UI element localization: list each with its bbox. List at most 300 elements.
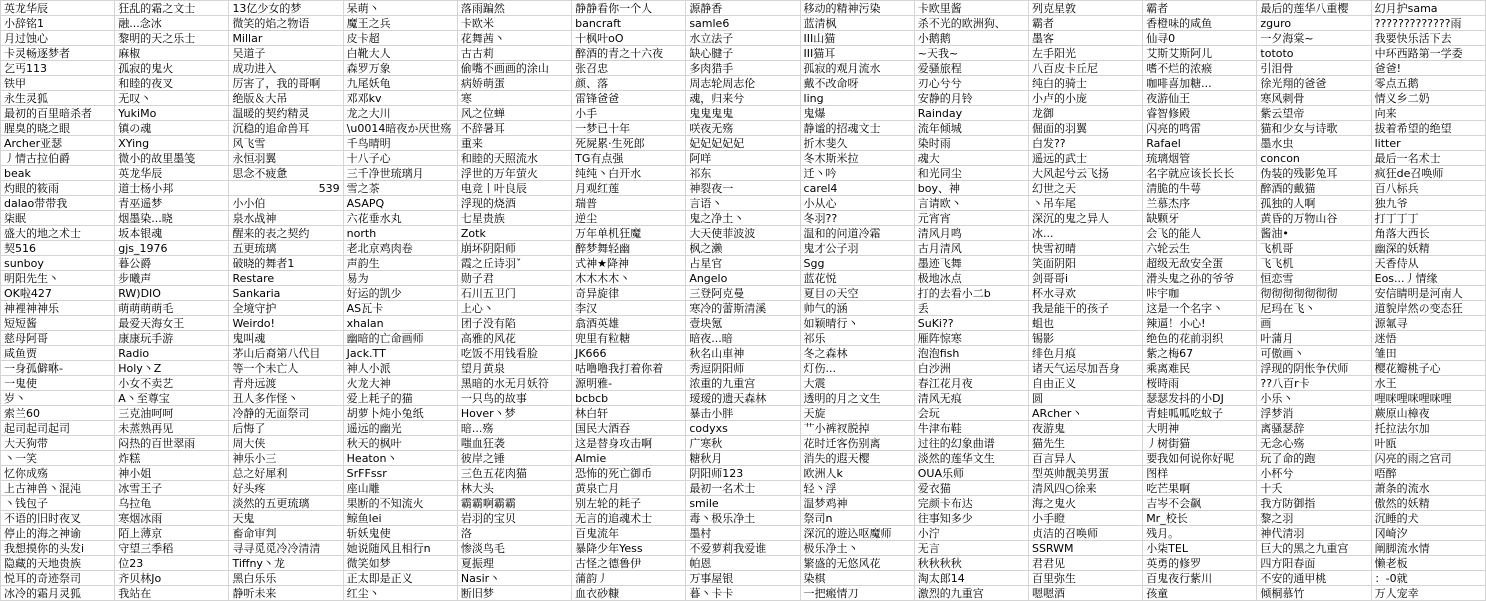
grid-cell[interactable]: 花时迁客伤别离 bbox=[800, 436, 914, 451]
grid-cell[interactable]: 吉岑不会飙 bbox=[1143, 496, 1257, 511]
grid-cell[interactable]: gjs_1976 bbox=[115, 241, 229, 256]
grid-cell[interactable]: 慈母阿哥 bbox=[1, 331, 115, 346]
grid-cell[interactable]: 墨迹飞舞 bbox=[914, 256, 1028, 271]
grid-cell[interactable]: 三克油呵呵 bbox=[115, 406, 229, 421]
grid-cell[interactable]: xhalan bbox=[343, 316, 457, 331]
grid-cell[interactable]: 图样 bbox=[1143, 466, 1257, 481]
grid-cell[interactable]: 厉害了，我的哥啊 bbox=[229, 76, 343, 91]
grid-cell[interactable]: 倾桐慕竹 bbox=[1257, 586, 1371, 601]
grid-cell[interactable]: 麻椒 bbox=[115, 46, 229, 61]
grid-cell[interactable]: 无叹丶 bbox=[115, 91, 229, 106]
grid-cell[interactable]: 闪亮的雨之宫司 bbox=[1371, 451, 1485, 466]
grid-cell[interactable]: 上古神兽丶混沌 bbox=[1, 481, 115, 496]
grid-cell[interactable]: 契516 bbox=[1, 241, 115, 256]
grid-cell[interactable]: 玩了命的跑 bbox=[1257, 451, 1371, 466]
grid-cell[interactable]: 青舟远渡 bbox=[229, 376, 343, 391]
grid-cell[interactable]: 电竞丨叶良辰 bbox=[457, 181, 571, 196]
grid-cell[interactable]: 兜里有粒糖 bbox=[572, 331, 686, 346]
grid-cell[interactable]: 天香侍从 bbox=[1371, 256, 1485, 271]
grid-cell[interactable]: 冈崎汐 bbox=[1371, 526, 1485, 541]
grid-cell[interactable]: 融...念冰 bbox=[115, 16, 229, 31]
grid-cell[interactable]: 绝色的花前羽织 bbox=[1143, 331, 1257, 346]
grid-cell[interactable]: 无言 bbox=[914, 541, 1028, 556]
grid-cell[interactable]: 我站在 bbox=[115, 586, 229, 601]
grid-cell[interactable]: 雪之茶 bbox=[343, 181, 457, 196]
grid-cell[interactable]: 醉酒的戴猫 bbox=[1257, 181, 1371, 196]
grid-cell[interactable]: 神代清羽 bbox=[1257, 526, 1371, 541]
grid-cell[interactable]: 森罗万象 bbox=[343, 61, 457, 76]
grid-cell[interactable]: 离骚瑟辞 bbox=[1257, 421, 1371, 436]
grid-cell[interactable]: 鬼之净土丶 bbox=[686, 211, 800, 226]
grid-cell[interactable]: 和光同尘 bbox=[914, 166, 1028, 181]
grid-cell[interactable]: 夜游仙王 bbox=[1143, 91, 1257, 106]
grid-cell[interactable]: 康康玩手游 bbox=[115, 331, 229, 346]
grid-cell[interactable]: 木木木木丶 bbox=[572, 271, 686, 286]
grid-cell[interactable]: north bbox=[343, 226, 457, 241]
grid-cell[interactable]: Radio bbox=[115, 346, 229, 361]
grid-cell[interactable]: 名字就应该长长长 bbox=[1143, 166, 1257, 181]
grid-cell[interactable]: 蕨原山樟夜 bbox=[1371, 406, 1485, 421]
grid-cell[interactable]: 叶蒲月 bbox=[1257, 331, 1371, 346]
grid-cell[interactable]: 泡泡fish bbox=[914, 346, 1028, 361]
grid-cell[interactable]: 后悔了 bbox=[229, 421, 343, 436]
grid-cell[interactable]: ASAPQ bbox=[343, 196, 457, 211]
grid-cell[interactable]: 幻世之天 bbox=[1028, 181, 1142, 196]
grid-cell[interactable]: 小手瞪 bbox=[1028, 511, 1142, 526]
grid-cell[interactable]: 明阳先生丶 bbox=[1, 271, 115, 286]
grid-cell[interactable]: 道貌岸然の变态狂 bbox=[1371, 301, 1485, 316]
grid-cell[interactable]: 忆你成殇 bbox=[1, 466, 115, 481]
grid-cell[interactable]: 陌上薄京 bbox=[115, 526, 229, 541]
grid-cell[interactable]: 成功进入 bbox=[229, 61, 343, 76]
grid-cell[interactable]: 卡灵畅逐梦者 bbox=[1, 46, 115, 61]
grid-cell[interactable]: 占星官 bbox=[686, 256, 800, 271]
grid-cell[interactable]: 天鬼 bbox=[229, 511, 343, 526]
grid-cell[interactable]: concon bbox=[1257, 151, 1371, 166]
grid-cell[interactable]: ?????????????雨 bbox=[1371, 16, 1485, 31]
grid-cell[interactable]: 清风无痕 bbox=[914, 391, 1028, 406]
grid-cell[interactable]: Holy丶Z bbox=[115, 361, 229, 376]
grid-cell[interactable]: 戴不改命呀 bbox=[800, 76, 914, 91]
grid-cell[interactable]: 丶钱包子 bbox=[1, 496, 115, 511]
grid-cell[interactable]: 叶瓯 bbox=[1371, 436, 1485, 451]
grid-cell[interactable]: 重来 bbox=[457, 136, 571, 151]
grid-cell[interactable]: 左手阳光 bbox=[1028, 46, 1142, 61]
grid-cell[interactable]: 齐贝林Jo bbox=[115, 571, 229, 586]
grid-cell[interactable]: \u0014暗夜か厌世殇 bbox=[343, 121, 457, 136]
grid-cell[interactable]: 拔着希望的绝望 bbox=[1371, 121, 1485, 136]
grid-cell[interactable]: 万年单机狂魔 bbox=[572, 226, 686, 241]
grid-cell[interactable]: 列克星敦 bbox=[1028, 1, 1142, 16]
grid-cell[interactable]: zguro bbox=[1257, 16, 1371, 31]
grid-cell[interactable]: 无言的追魂术士 bbox=[572, 511, 686, 526]
grid-cell[interactable]: 温和的问道冷霜 bbox=[800, 226, 914, 241]
grid-cell[interactable]: 三色五花肉猫 bbox=[457, 466, 571, 481]
grid-cell[interactable]: 老北京鸡肉卷 bbox=[343, 241, 457, 256]
grid-cell[interactable]: 鬼爆 bbox=[800, 106, 914, 121]
grid-cell[interactable]: 斩妖鬼使 bbox=[343, 526, 457, 541]
grid-cell[interactable]: 守望三季稻 bbox=[115, 541, 229, 556]
grid-cell[interactable]: 易为 bbox=[343, 271, 457, 286]
grid-cell[interactable]: 妃妃妃妃妃 bbox=[686, 136, 800, 151]
grid-cell[interactable]: 墨水虫 bbox=[1257, 136, 1371, 151]
grid-cell[interactable]: 嗤血狂袭 bbox=[457, 436, 571, 451]
grid-cell[interactable]: 冬羽?? bbox=[800, 211, 914, 226]
grid-cell[interactable]: 萧条的流水 bbox=[1371, 481, 1485, 496]
grid-cell[interactable]: 万事屋银 bbox=[686, 571, 800, 586]
grid-cell[interactable]: 疯狂de召唤师 bbox=[1371, 166, 1485, 181]
grid-cell[interactable]: 暮公爵 bbox=[115, 256, 229, 271]
grid-cell[interactable]: 四方阳春面 bbox=[1257, 556, 1371, 571]
grid-cell[interactable]: 黄泉亡月 bbox=[572, 481, 686, 496]
grid-cell[interactable]: 瑞普 bbox=[572, 196, 686, 211]
grid-cell[interactable]: 黑暗的水无月妖符 bbox=[457, 376, 571, 391]
grid-cell[interactable]: 爱骚旅程 bbox=[914, 61, 1028, 76]
grid-cell[interactable]: 幻月护sama bbox=[1371, 1, 1485, 16]
grid-cell[interactable]: codyxs bbox=[686, 421, 800, 436]
grid-cell[interactable]: 微笑如梦 bbox=[343, 556, 457, 571]
grid-cell[interactable]: 繁盛的无悠风花 bbox=[800, 556, 914, 571]
grid-cell[interactable]: 锡影 bbox=[1028, 331, 1142, 346]
grid-cell[interactable]: 八百皮卡丘尼 bbox=[1028, 61, 1142, 76]
grid-cell[interactable]: 哩咪哩咪哩咪哩 bbox=[1371, 391, 1485, 406]
grid-cell[interactable]: 她说随风且相行n bbox=[343, 541, 457, 556]
grid-cell[interactable]: 龙御 bbox=[1028, 106, 1142, 121]
grid-cell[interactable]: OUA乐师 bbox=[914, 466, 1028, 481]
grid-cell[interactable]: 帅气的涵 bbox=[800, 301, 914, 316]
grid-cell[interactable]: 仙寻0 bbox=[1143, 31, 1257, 46]
grid-cell[interactable]: 爸爸! bbox=[1371, 61, 1485, 76]
grid-cell[interactable]: 不语的旧时夜叉 bbox=[1, 511, 115, 526]
grid-cell[interactable]: 蓝花悦 bbox=[800, 271, 914, 286]
grid-cell[interactable]: 皮卡超 bbox=[343, 31, 457, 46]
grid-cell[interactable]: 翕酒英雄 bbox=[572, 316, 686, 331]
grid-cell[interactable]: 六花垂水丸 bbox=[343, 211, 457, 226]
grid-cell[interactable]: 嗜不烂的浓瘊 bbox=[1143, 61, 1257, 76]
grid-cell[interactable]: 乌拉龟 bbox=[115, 496, 229, 511]
grid-cell[interactable]: 洛 bbox=[457, 526, 571, 541]
grid-cell[interactable]: 冷静的无面祭司 bbox=[229, 406, 343, 421]
grid-cell[interactable]: 琉璃烟管 bbox=[1143, 151, 1257, 166]
grid-cell[interactable]: 卡欧里酱 bbox=[914, 1, 1028, 16]
grid-cell[interactable]: 英龙华辰 bbox=[115, 166, 229, 181]
grid-cell[interactable]: 青蛙呱呱吃蚊子 bbox=[1143, 406, 1257, 421]
grid-cell[interactable]: 月过蚀心 bbox=[1, 31, 115, 46]
grid-cell[interactable]: 一身孤僻咻- bbox=[1, 361, 115, 376]
grid-cell[interactable]: Almie bbox=[572, 451, 686, 466]
grid-cell[interactable]: 奇异旋律 bbox=[572, 286, 686, 301]
grid-cell[interactable]: 艾斯艾斯阿儿 bbox=[1143, 46, 1257, 61]
grid-cell[interactable]: 畜命审判 bbox=[229, 526, 343, 541]
grid-cell[interactable]: 秋名山車神 bbox=[686, 346, 800, 361]
grid-cell[interactable]: 暴降少年Yess bbox=[572, 541, 686, 556]
grid-cell[interactable]: 十枫叶oO bbox=[572, 31, 686, 46]
grid-cell[interactable]: 六轮云生 bbox=[1143, 241, 1257, 256]
grid-cell[interactable]: bancraft bbox=[572, 16, 686, 31]
grid-cell[interactable]: 龙之大川 bbox=[343, 106, 457, 121]
grid-cell[interactable]: 魂，归来兮 bbox=[686, 91, 800, 106]
grid-cell[interactable]: 引泪骨 bbox=[1257, 61, 1371, 76]
grid-cell[interactable]: 夜游鬼 bbox=[1028, 421, 1142, 436]
grid-cell[interactable]: boy、神 bbox=[914, 181, 1028, 196]
grid-cell[interactable]: 总之好犀利 bbox=[229, 466, 343, 481]
grid-cell[interactable]: Mr_校长 bbox=[1143, 511, 1257, 526]
grid-cell[interactable]: 一鬼使 bbox=[1, 376, 115, 391]
grid-cell[interactable]: 一把瘢情刀 bbox=[800, 586, 914, 601]
grid-cell[interactable]: 牛津布鞋 bbox=[914, 421, 1028, 436]
grid-cell[interactable]: 飞飞机 bbox=[1257, 256, 1371, 271]
grid-cell[interactable]: 瑟瑟发抖的小DJ bbox=[1143, 391, 1257, 406]
grid-cell[interactable]: 毒丶极乐净土 bbox=[686, 511, 800, 526]
grid-cell[interactable]: 胡萝卜炖小兔纸 bbox=[343, 406, 457, 421]
grid-cell[interactable]: 鬼叫魂 bbox=[229, 331, 343, 346]
grid-cell[interactable]: 惨淡鸟毛 bbox=[457, 541, 571, 556]
grid-cell[interactable]: 停止的海之神谕 bbox=[1, 526, 115, 541]
grid-cell[interactable]: 我是能干的孩子 bbox=[1028, 301, 1142, 316]
grid-cell[interactable]: 爱上耗子的猫 bbox=[343, 391, 457, 406]
grid-cell[interactable]: 神人小派 bbox=[343, 361, 457, 376]
grid-cell[interactable]: 好头疼 bbox=[229, 481, 343, 496]
grid-cell[interactable]: 灼眼的筱雨 bbox=[1, 181, 115, 196]
grid-cell[interactable]: 小从心 bbox=[800, 196, 914, 211]
grid-cell[interactable]: 白靴大人 bbox=[343, 46, 457, 61]
grid-cell[interactable]: 偷嘴不画画的涂山 bbox=[457, 61, 571, 76]
grid-cell[interactable]: samle6 bbox=[686, 16, 800, 31]
grid-cell[interactable]: 型英帅靓美男蛋 bbox=[1028, 466, 1142, 481]
grid-cell[interactable]: 纯白的骑士 bbox=[1028, 76, 1142, 91]
grid-cell[interactable]: 岁丶 bbox=[1, 391, 115, 406]
grid-cell[interactable]: 墨客 bbox=[1028, 31, 1142, 46]
grid-cell[interactable]: 和睦的夜叉 bbox=[115, 76, 229, 91]
grid-cell[interactable]: 猫和少女与诗歌 bbox=[1257, 121, 1371, 136]
grid-cell[interactable]: 破晓的舞者1 bbox=[229, 256, 343, 271]
grid-cell[interactable]: XYing bbox=[115, 136, 229, 151]
grid-cell[interactable]: 腥臭的晓之眼 bbox=[1, 121, 115, 136]
grid-cell[interactable]: 上心丶 bbox=[457, 301, 571, 316]
grid-cell[interactable]: III猫耳 bbox=[800, 46, 914, 61]
grid-cell[interactable]: SrFFssr bbox=[343, 466, 457, 481]
grid-cell[interactable]: 张召忠 bbox=[572, 61, 686, 76]
grid-cell[interactable]: 巨大的黑之九重宫 bbox=[1257, 541, 1371, 556]
grid-cell[interactable]: 神裂夜一 bbox=[686, 181, 800, 196]
grid-cell[interactable]: Tiffny丶龙 bbox=[229, 556, 343, 571]
grid-cell[interactable]: 浮现的阴怅争伏师 bbox=[1257, 361, 1371, 376]
grid-cell[interactable]: 广寒秋 bbox=[686, 436, 800, 451]
grid-cell[interactable]: 团子没有陷 bbox=[457, 316, 571, 331]
grid-cell[interactable]: 好运的凯少 bbox=[343, 286, 457, 301]
grid-cell[interactable]: ~天我~ bbox=[914, 46, 1028, 61]
grid-cell[interactable]: 大明神 bbox=[1143, 421, 1257, 436]
grid-cell[interactable]: 花舞茜丶 bbox=[457, 31, 571, 46]
grid-cell[interactable]: 十八子心 bbox=[343, 151, 457, 166]
grid-cell[interactable]: 坂本银魂 bbox=[115, 226, 229, 241]
grid-cell[interactable]: carel4 bbox=[800, 181, 914, 196]
grid-cell[interactable]: 温暖的契约精灵 bbox=[229, 106, 343, 121]
grid-cell[interactable]: 清风月鸣 bbox=[914, 226, 1028, 241]
grid-cell[interactable]: 魔王之兵 bbox=[343, 16, 457, 31]
grid-cell[interactable]: ling bbox=[800, 91, 914, 106]
grid-cell[interactable]: 蛆也 bbox=[1028, 316, 1142, 331]
grid-cell[interactable]: 石川五卫门 bbox=[457, 286, 571, 301]
grid-cell[interactable]: 小乐丶 bbox=[1257, 391, 1371, 406]
grid-cell[interactable]: 夏振理 bbox=[457, 556, 571, 571]
grid-cell[interactable]: 移动的精神污染 bbox=[800, 1, 914, 16]
grid-cell[interactable]: 丶吊车尾 bbox=[1028, 196, 1142, 211]
grid-cell[interactable]: 源明雅- bbox=[572, 376, 686, 391]
grid-cell[interactable]: 茅山后裔第八代目 bbox=[229, 346, 343, 361]
grid-cell[interactable]: Nasir丶 bbox=[457, 571, 571, 586]
grid-cell[interactable]: 等一个未亡人 bbox=[229, 361, 343, 376]
grid-cell[interactable]: 大天使菲波波 bbox=[686, 226, 800, 241]
grid-cell[interactable]: 爱衣猫 bbox=[914, 481, 1028, 496]
grid-cell[interactable]: 未蒸熟再见 bbox=[115, 421, 229, 436]
grid-cell[interactable]: 言请欧丶 bbox=[914, 196, 1028, 211]
grid-cell[interactable]: 画 bbox=[1257, 316, 1371, 331]
grid-cell[interactable]: 超级无敌安全蛋 bbox=[1143, 256, 1257, 271]
grid-cell[interactable]: Sankaria bbox=[229, 286, 343, 301]
grid-cell[interactable]: 懒老板 bbox=[1371, 556, 1485, 571]
grid-cell[interactable]: 唔醉 bbox=[1371, 466, 1485, 481]
grid-cell[interactable]: 墨村 bbox=[686, 526, 800, 541]
grid-cell[interactable]: 黑白乐乐 bbox=[229, 571, 343, 586]
grid-cell[interactable]: 桜時雨 bbox=[1143, 376, 1257, 391]
grid-cell[interactable]: 霸者 bbox=[1028, 16, 1142, 31]
grid-cell[interactable]: 徐光翔的爸爸 bbox=[1257, 76, 1371, 91]
grid-cell[interactable]: 飞机哥 bbox=[1257, 241, 1371, 256]
grid-cell[interactable]: 咕噜噜我打着你着 bbox=[572, 361, 686, 376]
grid-cell[interactable]: 孤寂的观月流水 bbox=[800, 61, 914, 76]
grid-cell[interactable]: Hover丶梦 bbox=[457, 406, 571, 421]
grid-cell[interactable]: Jack.TT bbox=[343, 346, 457, 361]
grid-cell[interactable]: 圆 bbox=[1028, 391, 1142, 406]
grid-cell[interactable]: 孤独的人啊 bbox=[1257, 196, 1371, 211]
grid-cell[interactable]: 消失的遐天樱 bbox=[800, 451, 914, 466]
grid-cell[interactable]: 向来 bbox=[1371, 106, 1485, 121]
grid-cell[interactable]: 阿咩 bbox=[686, 151, 800, 166]
grid-cell[interactable]: 千鸟晴明 bbox=[343, 136, 457, 151]
grid-cell[interactable]: 狂乱的霜之文士 bbox=[115, 1, 229, 16]
grid-cell[interactable]: 小鹅鹅 bbox=[914, 31, 1028, 46]
grid-cell[interactable]: 小泞 bbox=[914, 526, 1028, 541]
grid-cell[interactable]: 快雪初晴 bbox=[1028, 241, 1142, 256]
grid-cell[interactable]: 三千净世琉璃月 bbox=[343, 166, 457, 181]
grid-cell[interactable]: 吃饭不用钱看脸 bbox=[457, 346, 571, 361]
grid-cell[interactable]: 九尾妖龟 bbox=[343, 76, 457, 91]
grid-cell[interactable]: 寒 bbox=[457, 91, 571, 106]
grid-cell[interactable]: 逆尘 bbox=[572, 211, 686, 226]
grid-cell[interactable]: Weirdo! bbox=[229, 316, 343, 331]
grid-cell[interactable]: 悦耳的奇迹祭司 bbox=[1, 571, 115, 586]
grid-cell[interactable]: 英龙华辰 bbox=[1, 1, 115, 16]
grid-cell[interactable]: 残月。 bbox=[1143, 526, 1257, 541]
grid-cell[interactable]: Rafael bbox=[1143, 136, 1257, 151]
grid-cell[interactable]: 黎明的天之乐士 bbox=[115, 31, 229, 46]
grid-cell[interactable]: 邓邓kv bbox=[343, 91, 457, 106]
grid-cell[interactable]: 静听未来 bbox=[229, 586, 343, 601]
grid-cell[interactable]: 呆萌丶 bbox=[343, 1, 457, 16]
grid-cell[interactable]: 寒冷的蕾斯清溪 bbox=[686, 301, 800, 316]
grid-cell[interactable]: 寒烟冰雨 bbox=[115, 511, 229, 526]
grid-cell[interactable]: 古怪之德鲁伊 bbox=[572, 556, 686, 571]
grid-cell[interactable]: 咖啡喜加糖... bbox=[1143, 76, 1257, 91]
grid-cell[interactable]: 霸霸啊霸霸 bbox=[457, 496, 571, 511]
grid-cell[interactable]: 周志轮周志伦 bbox=[686, 76, 800, 91]
grid-cell[interactable]: ARcher丶 bbox=[1028, 406, 1142, 421]
grid-cell[interactable]: 寻寻觅觅冷冷清清 bbox=[229, 541, 343, 556]
grid-cell[interactable]: 笑面阴阳 bbox=[1028, 256, 1142, 271]
grid-cell[interactable]: 诸天气运尽加吾身 bbox=[1028, 361, 1142, 376]
grid-cell[interactable]: 紫云望帝 bbox=[1257, 106, 1371, 121]
grid-cell[interactable]: 沉睡的犬 bbox=[1371, 511, 1485, 526]
grid-cell[interactable]: 染棋 bbox=[800, 571, 914, 586]
grid-cell[interactable]: 帕恩 bbox=[686, 556, 800, 571]
grid-cell[interactable]: 霸者 bbox=[1143, 1, 1257, 16]
grid-cell[interactable]: 遥远的幽光 bbox=[343, 421, 457, 436]
grid-cell[interactable]: 糖秋月 bbox=[686, 451, 800, 466]
grid-cell[interactable]: 君君见 bbox=[1028, 556, 1142, 571]
grid-cell[interactable]: 欧洲人k bbox=[800, 466, 914, 481]
grid-cell[interactable]: 病娇萌蛋 bbox=[457, 76, 571, 91]
grid-cell[interactable]: 彼岸之锤 bbox=[457, 451, 571, 466]
grid-cell[interactable]: 伪装的残影兔耳 bbox=[1257, 166, 1371, 181]
grid-cell[interactable]: 英勇的修罗 bbox=[1143, 556, 1257, 571]
grid-cell[interactable]: Angelo bbox=[686, 271, 800, 286]
grid-cell[interactable]: 神裡神神乐 bbox=[1, 301, 115, 316]
grid-cell[interactable]: 言语丶 bbox=[686, 196, 800, 211]
grid-cell[interactable]: 祁乐 bbox=[800, 331, 914, 346]
grid-cell[interactable]: III山猫 bbox=[800, 31, 914, 46]
grid-cell[interactable]: 咸鱼贾 bbox=[1, 346, 115, 361]
grid-cell[interactable]: 七星贵族 bbox=[457, 211, 571, 226]
grid-cell[interactable]: 乞丐113 bbox=[1, 61, 115, 76]
grid-cell[interactable]: 李汉 bbox=[572, 301, 686, 316]
grid-cell[interactable]: 海之鬼火 bbox=[1028, 496, 1142, 511]
grid-cell[interactable]: 三登阿克曼 bbox=[686, 286, 800, 301]
grid-cell[interactable]: 静静看你一个人 bbox=[572, 1, 686, 16]
grid-cell[interactable]: 纯纯丶白开水 bbox=[572, 166, 686, 181]
grid-cell[interactable]: 雷锋爸爸 bbox=[572, 91, 686, 106]
grid-cell[interactable]: 思念不疲惫 bbox=[229, 166, 343, 181]
grid-cell[interactable]: 绝版＆大吊 bbox=[229, 91, 343, 106]
grid-cell[interactable]: 我想摸你的头发i bbox=[1, 541, 115, 556]
grid-cell[interactable]: 最后的莲华八重樱 bbox=[1257, 1, 1371, 16]
grid-cell[interactable]: 冬之森林 bbox=[800, 346, 914, 361]
grid-cell[interactable]: 鲸鱼lei bbox=[343, 511, 457, 526]
grid-cell[interactable]: 炸糕 bbox=[115, 451, 229, 466]
grid-cell[interactable]: 泉水战神 bbox=[229, 211, 343, 226]
grid-cell[interactable]: 缺心腱子 bbox=[686, 46, 800, 61]
grid-cell[interactable]: bcbcb bbox=[572, 391, 686, 406]
grid-cell[interactable]: 辣逼！小心! bbox=[1143, 316, 1257, 331]
grid-cell[interactable]: 打丁丁丁 bbox=[1371, 211, 1485, 226]
grid-cell[interactable]: 打的去看小二b bbox=[914, 286, 1028, 301]
grid-cell[interactable]: 黎之羽 bbox=[1257, 511, 1371, 526]
grid-cell[interactable]: 瑷瑷的遗天森林 bbox=[686, 391, 800, 406]
grid-cell[interactable]: Zotk bbox=[457, 226, 571, 241]
grid-cell[interactable]: 要我如何说你好呢 bbox=[1143, 451, 1257, 466]
grid-cell[interactable]: 激烈的九重宫 bbox=[914, 586, 1028, 601]
grid-cell[interactable]: 如颖晴行丶 bbox=[800, 316, 914, 331]
grid-cell[interactable]: 浓重的九重宫 bbox=[686, 376, 800, 391]
grid-cell[interactable]: 枫之濑 bbox=[686, 241, 800, 256]
grid-cell[interactable]: 淡然的莲华文生 bbox=[914, 451, 1028, 466]
grid-cell[interactable]: 黄昏的万物山谷 bbox=[1257, 211, 1371, 226]
grid-cell[interactable]: ：-0就 bbox=[1371, 571, 1485, 586]
grid-cell[interactable]: 国民大酒吞 bbox=[572, 421, 686, 436]
grid-cell[interactable]: 醒来的表之契约 bbox=[229, 226, 343, 241]
grid-cell[interactable]: 丑人多作怪丶 bbox=[229, 391, 343, 406]
grid-cell[interactable]: 会飞的能人 bbox=[1143, 226, 1257, 241]
